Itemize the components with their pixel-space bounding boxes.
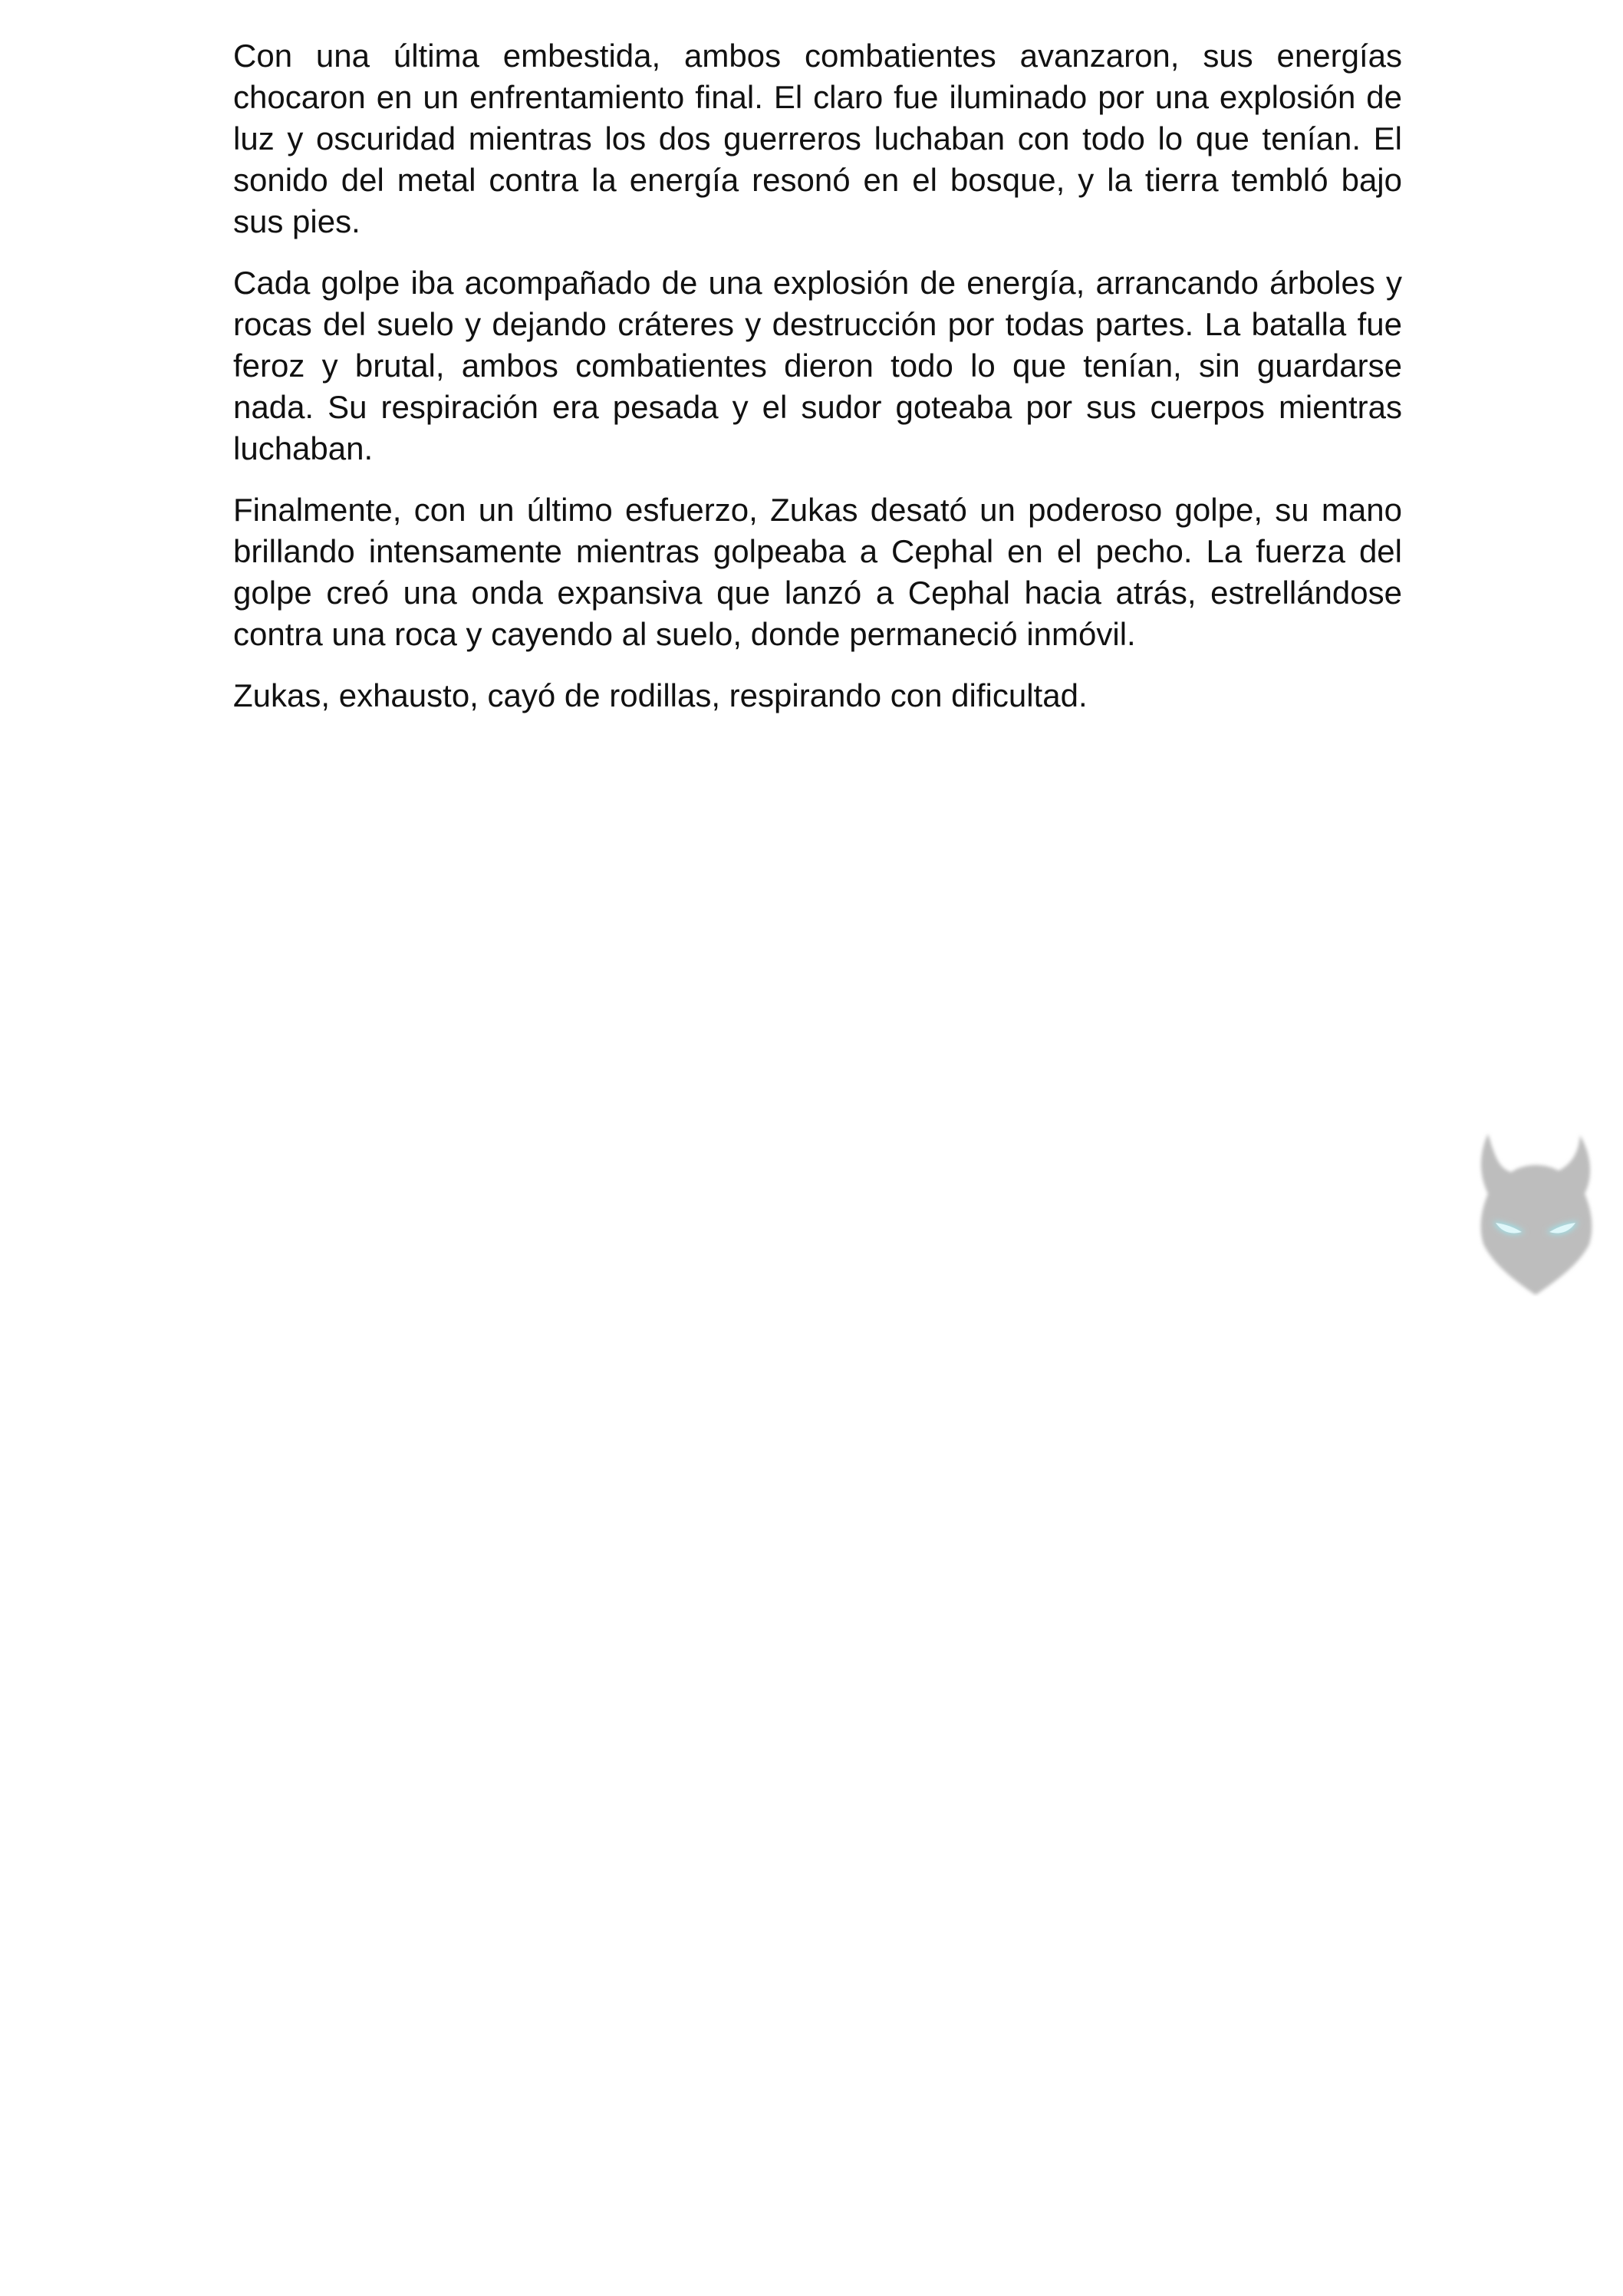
- paragraph-2: Cada golpe iba acompañado de una explosión de energía, arrancando árboles y rocas del suelo y dejando cráteres y destrucción por todas partes. La batalla fue feroz y brutal, ambos combatientes dieron todo lo que tenían, sin guardarse nada. Su respiración era pesada y el sudor goteaba por sus cuerpos mientras luchaban.: [233, 265, 1402, 466]
- demon-head-silhouette: [1481, 1134, 1592, 1295]
- paragraph-4: Zukas, exhausto, cayó de rodillas, respirando con dificultad.: [233, 677, 1088, 713]
- paragraph-3: Finalmente, con un último esfuerzo, Zukas desató un poderoso golpe, su mano brillando intensamente mientras golpeaba a Cephal en el pecho. La fuerza del golpe creó una onda expansiva que lanzó a Cephal hacia atrás, estrellándose contra una roca y cayendo al suelo, donde permaneció inmóvil.: [233, 492, 1402, 652]
- paragraph-1: Con una última embestida, ambos combatientes avanzaron, sus energías chocaron en un enfrentamiento final. El claro fue iluminado por una explosión de luz y oscuridad mientras los dos guerreros luchaban con todo lo que tenían. El sonido del metal contra la energía resonó en el bosque, y la tierra tembló bajo sus pies.: [233, 38, 1402, 239]
- demon-head-icon: [1465, 1128, 1606, 1296]
- document-body: [233, 35, 1402, 736]
